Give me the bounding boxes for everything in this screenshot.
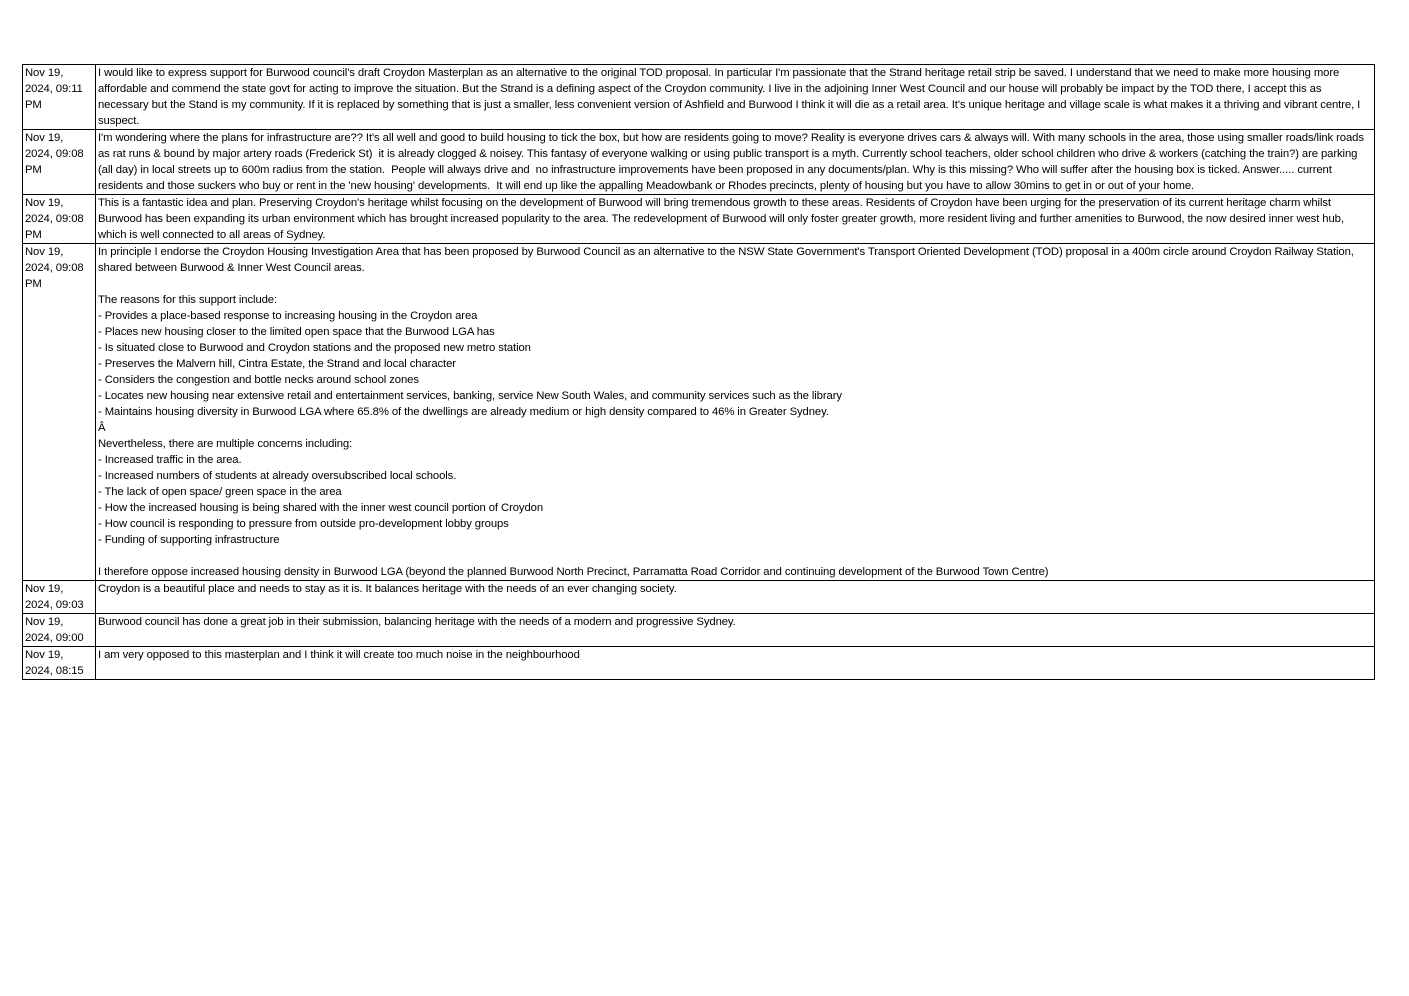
table-row (23, 244, 1375, 581)
table-row (23, 614, 1375, 647)
table-row (23, 195, 1375, 244)
comment-cell: In principle I endorse the Croydon Housing Investigation Area that has been proposed by Burwood Council as an alternative to the NSW State Government's Transport Oriented Development (TOD) proposal in a 400m circle around Croydon Railway Station, shared between Burwood & Inner West Council areas. The reasons for this support include: - Provides a place-based response to increasing housing in the Croydon area - Places new housing closer to the limited open space that the Burwood LGA has - Is situated close to Burwood and Croydon stations and the proposed new metro station - Preserves the Malvern hill, Cintra Estate, the Strand and local character - Considers the congestion and bottle necks around school zones - Locates new housing near extensive retail and entertainment services, banking, service New South Wales, and community services such as the library - Maintains housing diversity in Burwood LGA where 65.8% of the dwellings are already medium or high density compared to 46% in Greater Sydney. Â Nevertheless, there are multiple concerns including: - Increased traffic in the area. - Increased numbers of students at already oversubscribed local schools. - The lack of open space/ green space in the area - How the increased housing is being shared with the inner west council portion of Croydon - How council is responding to pressure from outside pro-development lobby groups - Funding of supporting infrastructure I therefore oppose increased housing density in Burwood LGA (beyond the planned Burwood North Precinct, Parramatta Road Corridor and continuing development of the Burwood Town Centre) (96, 244, 1375, 581)
date-cell: Nov 19, 2024, 08:15 (23, 647, 96, 680)
comment-cell: This is a fantastic idea and plan. Preserving Croydon's heritage whilst focusing on the development of Burwood will bring tremendous growth to these areas. Residents of Croydon have been urging for the preservation of its current heritage charm whilst Burwood has been expanding its urban environment which has brought increased popularity to the area. The redevelopment of Burwood will only foster greater growth, more resident living and further amenities to Burwood, the now desired inner west hub, which is well connected to all areas of Sydney. (96, 195, 1375, 244)
comment-cell: Croydon is a beautiful place and needs to stay as it is. It balances heritage with the needs of an ever changing society. (96, 581, 1375, 614)
comments-table (22, 64, 1375, 680)
comment-cell: I am very opposed to this masterplan and I think it will create too much noise in the neighbourhood (96, 647, 1375, 680)
date-cell: Nov 19, 2024, 09:08 PM (23, 244, 96, 581)
table-row (23, 581, 1375, 614)
date-cell: Nov 19, 2024, 09:08 PM (23, 195, 96, 244)
table-row (23, 647, 1375, 680)
comment-cell: I'm wondering where the plans for infrastructure are?? It's all well and good to build housing to tick the box, but how are residents going to move? Reality is everyone drives cars & always will. With many schools in the area, those using smaller roads/link roads as rat runs & bound by major artery roads (Frederick St) it is already clogged & noisey. This fantasy of everyone walking or using public transport is a myth. Currently school teachers, older school children who drive & workers (catching the train?) are parking (all day) in local streets up to 600m radius from the station. People will always drive and no infrastructure improvements have been proposed in any documents/plan. Why is this missing? Who will suffer after the housing box is ticked. Answer..... current residents and those suckers who buy or rent in the 'new housing' developments. It will end up like the appalling Meadowbank or Rhodes precincts, plenty of housing but you have to allow 30mins to get in or out of your home. (96, 130, 1375, 195)
comment-cell: Burwood council has done a great job in their submission, balancing heritage with the needs of a modern and progressive Sydney. (96, 614, 1375, 647)
date-cell: Nov 19, 2024, 09:08 PM (23, 130, 96, 195)
date-cell: Nov 19, 2024, 09:00 (23, 614, 96, 647)
table-row (23, 130, 1375, 195)
comment-cell: I would like to express support for Burwood council's draft Croydon Masterplan as an alternative to the original TOD proposal. In particular I'm passionate that the Strand heritage retail strip be saved. I understand that we need to make more housing more affordable and commend the state govt for acting to improve the situation. But the Strand is a defining aspect of the Croydon community. I live in the adjoining Inner West Council and our house will probably be impact by the TOD there, I accept this as necessary but the Stand is my community. If it is replaced by something that is just a smaller, less convenient version of Ashfield and Burwood I think it will die as a retail area. It's unique heritage and village scale is what makes it a thriving and vibrant centre, I suspect. (96, 65, 1375, 130)
date-cell: Nov 19, 2024, 09:11 PM (23, 65, 96, 130)
comments-sheet (22, 64, 1375, 680)
table-row (23, 65, 1375, 130)
date-cell: Nov 19, 2024, 09:03 (23, 581, 96, 614)
